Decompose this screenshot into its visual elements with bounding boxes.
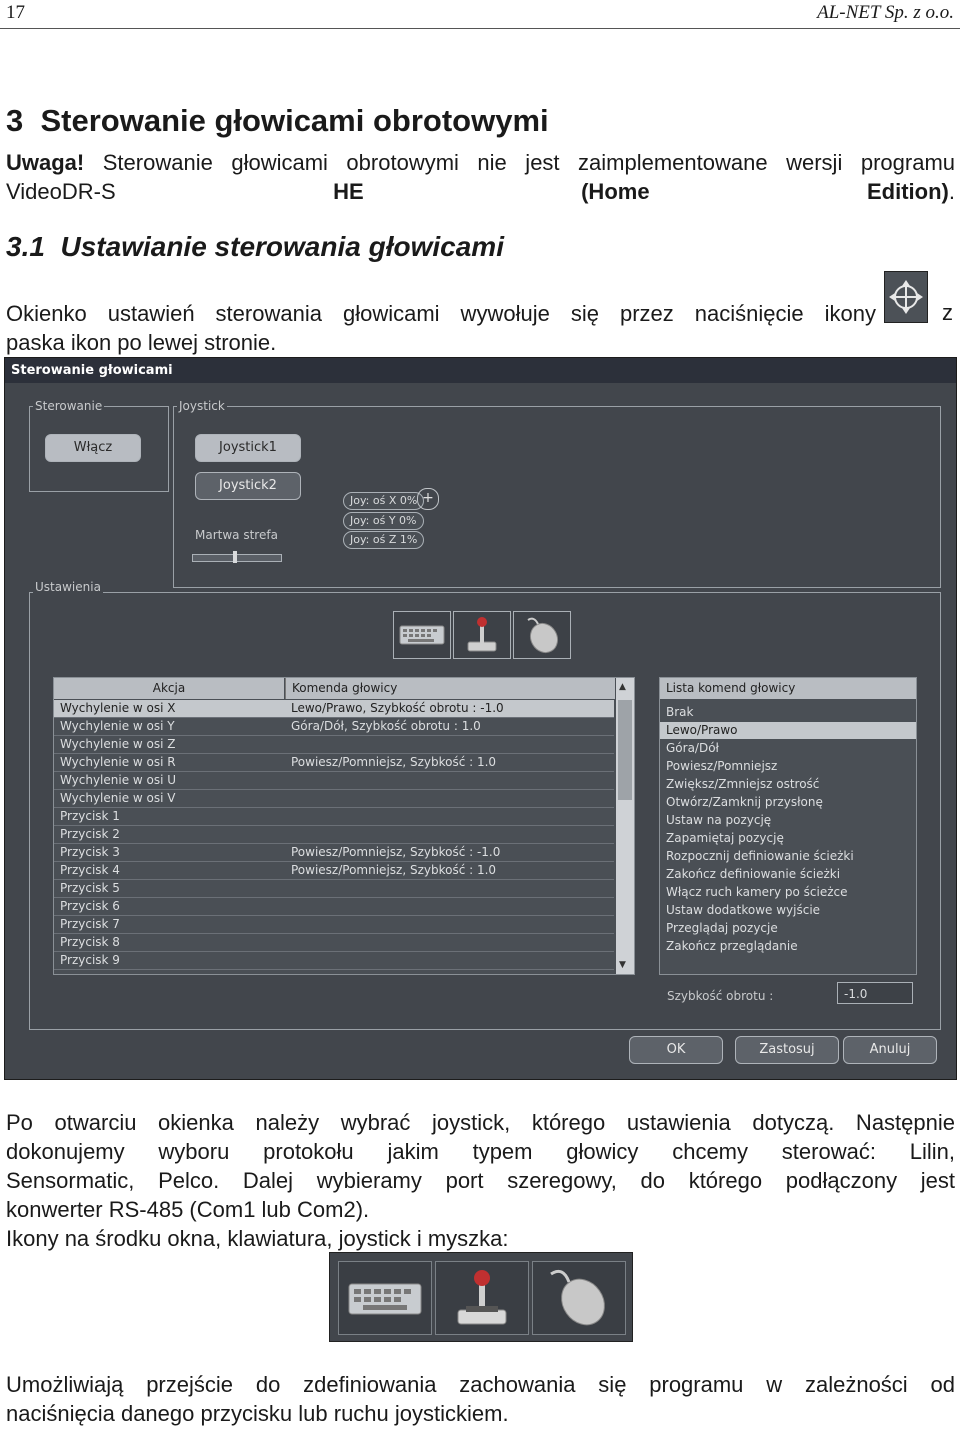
mouse-icon [514, 612, 570, 658]
slider-thumb[interactable] [233, 551, 237, 563]
dialog-title: Sterowanie głowicami [5, 358, 956, 383]
command-list-item[interactable]: Powiesz/Pomniejsz [666, 759, 778, 773]
command-list-item[interactable]: Zwiększ/Zmniejsz ostrość [666, 777, 820, 791]
row-action: Wychylenie w osi U [60, 773, 177, 787]
table-row[interactable] [54, 700, 614, 718]
table-row[interactable] [54, 880, 614, 898]
row-action: Przycisk 5 [60, 881, 120, 895]
scroll-down-icon[interactable]: ▼ [619, 960, 626, 970]
row-action: Przycisk 9 [60, 953, 120, 967]
para1-line3: Sensormatic, Pelco. Dalej wybieramy port szeregowy, do którego podłączony jest [6, 1168, 955, 1193]
col-command-header[interactable]: Komenda głowicy [285, 678, 615, 699]
row-action: Wychylenie w osi Z [60, 737, 176, 751]
command-list-item[interactable]: Otwórz/Zamknij przysłonę [666, 795, 823, 809]
row-action: Wychylenie w osi R [60, 755, 176, 769]
enable-button[interactable]: Włącz [45, 434, 141, 462]
para2-line2: naciśnięcia danego przycisku lub ruchu joystickiem. [6, 1401, 509, 1426]
command-list-item[interactable]: Brak [666, 705, 694, 719]
apply-button[interactable]: Zastosuj [735, 1036, 839, 1064]
row-action: Wychylenie w osi X [60, 701, 176, 715]
company-name: AL-NET Sp. z o.o. [817, 2, 954, 23]
para1-line1: Po otwarciu okienka należy wybrać joystick, którego ustawienia dotyczą. Następnie [6, 1110, 955, 1135]
row-action: Wychylenie w osi V [60, 791, 176, 805]
group-sterowanie-label: Sterowanie [35, 399, 103, 413]
command-list [659, 677, 917, 975]
ok-button[interactable]: OK [629, 1036, 723, 1064]
axis-y-indicator: Joy: oś Y 0% [343, 512, 424, 530]
deadzone-label: Martwa strefa [195, 528, 278, 542]
row-command: Góra/Dół, Szybkość obrotu : 1.0 [291, 719, 481, 733]
axis-x-indicator: Joy: oś X 0% [343, 492, 424, 510]
para2-line1: Umożliwiają przejście do zdefiniowania zachowania się programu w zależności od [6, 1372, 955, 1397]
ptz-control-dialog [4, 357, 957, 1080]
joystick-button[interactable] [453, 611, 511, 659]
icons-illustration [329, 1252, 633, 1342]
mouse-icon-large [532, 1261, 626, 1335]
cancel-button[interactable]: Anuluj [843, 1036, 937, 1064]
row-action: Przycisk 8 [60, 935, 120, 949]
table-row[interactable] [54, 826, 614, 844]
command-list-item[interactable]: Zakończ przeglądanie [666, 939, 798, 953]
note-label: Uwaga! [6, 150, 85, 175]
group-joystick-label: Joystick [179, 399, 225, 413]
intro-line-1: Okienko ustawień sterowania głowicami wywołuje się przez naciśnięcie ikony [6, 301, 876, 326]
joystick-icon-large [435, 1261, 529, 1335]
table-row[interactable] [54, 898, 614, 916]
table-row[interactable] [54, 934, 614, 952]
row-command: Powiesz/Pomniejsz, Szybkość : 1.0 [291, 755, 497, 769]
joystick2-button[interactable]: Joystick2 [195, 472, 301, 500]
speed-input[interactable]: -1.0 [837, 982, 913, 1004]
icons-caption: Ikony na środku okna, klawiatura, joystick i myszka: [6, 1226, 509, 1251]
command-list-item[interactable]: Zakończ definiowanie ścieżki [666, 867, 841, 881]
command-list-item[interactable]: Przeglądaj pozycje [666, 921, 778, 935]
table-row[interactable] [54, 772, 614, 790]
mouse-button[interactable] [513, 611, 571, 659]
action-table [53, 677, 635, 975]
row-action: Wychylenie w osi Y [60, 719, 175, 733]
edition-name: HE (Home Edition) [333, 179, 949, 204]
table-row[interactable] [54, 718, 614, 736]
table-row[interactable] [54, 844, 614, 862]
table-row[interactable] [54, 754, 614, 772]
scroll-up-icon[interactable]: ▲ [619, 682, 626, 692]
command-list-item[interactable]: Ustaw na pozycję [666, 813, 772, 827]
col-action-header[interactable]: Akcja [54, 678, 284, 699]
note-text: Sterowanie głowicami obrotowymi nie jest zaimplementowane wersji programu VideoDR-S [6, 150, 955, 204]
joystick1-button[interactable]: Joystick1 [195, 434, 301, 462]
intro-line-2: paska ikon po lewej stronie. [6, 330, 277, 355]
row-action: Przycisk 4 [60, 863, 120, 877]
page-number: 17 [6, 2, 25, 23]
ptz-settings-icon [884, 271, 928, 323]
note-paragraph: Uwaga! Sterowanie głowicami obrotowymi nie jest zaimplementowane wersji programu VideoDR-S HE (Home Edition). [6, 150, 955, 204]
command-list-item[interactable]: Ustaw dodatkowe wyjście [666, 903, 821, 917]
row-command: Lewo/Prawo, Szybkość obrotu : -1.0 [291, 701, 504, 715]
table-row[interactable] [54, 862, 614, 880]
table-scrollbar[interactable] [616, 678, 634, 974]
command-list-item[interactable]: Rozpocznij definiowanie ścieżki [666, 849, 854, 863]
speed-label: Szybkość obrotu : [667, 989, 774, 1003]
row-action: Przycisk 2 [60, 827, 120, 841]
subsection-heading: 3.1 Ustawianie sterowania głowicami [6, 231, 504, 262]
axis-z-indicator: Joy: oś Z 1% [343, 531, 424, 549]
para1-line2: dokonujemy wyboru protokołu jakim typem głowicy chcemy sterować: Lilin, [6, 1139, 955, 1164]
keyboard-icon-large [338, 1261, 432, 1335]
section-heading: 3 Sterowanie głowicami obrotowymi [6, 103, 549, 138]
row-action: Przycisk 7 [60, 917, 120, 931]
joystick-icon [454, 612, 510, 658]
keyboard-button[interactable] [393, 611, 451, 659]
command-list-item[interactable]: Góra/Dół [666, 741, 719, 755]
command-list-item[interactable]: Zapamiętaj pozycję [666, 831, 784, 845]
page-header [0, 0, 960, 29]
deadzone-slider[interactable] [192, 554, 282, 562]
table-row[interactable] [54, 790, 614, 808]
table-row[interactable] [54, 808, 614, 826]
scrollbar-thumb[interactable] [618, 700, 632, 800]
keyboard-icon [394, 612, 450, 658]
table-row[interactable] [54, 916, 614, 934]
row-action: Przycisk 3 [60, 845, 120, 859]
intro-z: z [942, 300, 953, 325]
crosshair-icon: + [417, 488, 439, 510]
row-action: Przycisk 6 [60, 899, 120, 913]
command-list-header: Lista komend głowicy [660, 678, 916, 699]
command-list-item[interactable]: Lewo/Prawo [660, 722, 916, 739]
para1-line4: konwerter RS-485 (Com1 lub Com2). [6, 1197, 370, 1222]
row-command: Powiesz/Pomniejsz, Szybkość : 1.0 [291, 863, 497, 877]
row-action: Przycisk 1 [60, 809, 120, 823]
group-ustawienia-label: Ustawienia [35, 580, 101, 594]
table-row[interactable] [54, 952, 614, 970]
table-row[interactable] [54, 736, 614, 754]
command-list-item[interactable]: Włącz ruch kamery po ścieżce [666, 885, 848, 899]
row-command: Powiesz/Pomniejsz, Szybkość : -1.0 [291, 845, 501, 859]
